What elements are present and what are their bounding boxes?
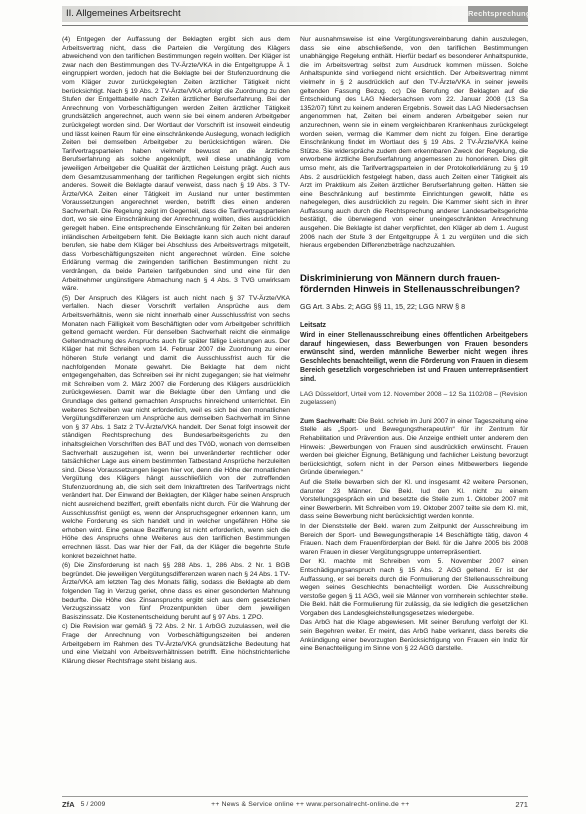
article-title-line: Diskriminierung von Männern durch frauen- [300,272,500,284]
section-title: II. Allgemeines Arbeitsrecht [62,6,468,22]
legal-norms: GG Art. 3 Abs. 2; AGG §§ 11, 15, 22; LGG NRW § 8 [300,301,466,311]
page-header [62,6,531,22]
court-citation: LAG Düsseldorf, Urteil vom 12. November 2008 – 12 Sa 1102/08 – (Revision zugelassen) [300,390,528,407]
article-title [300,273,528,296]
category-badge: Rechtsprechung [468,6,528,22]
page-footer [62,799,528,810]
left-column [62,36,290,794]
journal-name: ZfA [62,800,75,809]
footer-divider [62,796,528,797]
page-number: 271 [515,800,528,809]
sachverhalt-paragraph: In der Dienststelle der Bekl. waren zum Zeitpunkt der Ausschreibung im Bereich der Sport- und Bewegungstherapie 14 Beschäftigte tätig, davon 4 Frauen. Nach dem Frauenförderplan der Bekl. für die Jahre 2005 bis 2008 waren Frauen in dieser Vergütungsgruppe unterrepräsentiert. [300,522,528,556]
body-paragraph: c) Die Revision war gemäß § 72 Abs. 2 Nr. 1 ArbGG zuzulassen, weil die Frage der Anrechnung von Vorbeschäftigungszeiten bei anderen Arbeitgebern im Rahmen des TV-Ärzte/VKA grundsätzliche Bedeutung hat und eine Vielzahl von Arbeitsverhältnissen betrifft. Eine höchstrichterliche Klärung dieser Rechtsfrage steht bislang aus. [62,623,290,665]
sachverhalt-paragraph: Das ArbG hat die Klage abgewiesen. Mit seiner Berufung verfolgt der Kl. sein Begehren weiter. Er meint, das ArbG habe verkannt, dass bereits die Ankündigung einer bevorzugten Berücksichtigung von Frauen ein Indiz für eine Benachteiligung im Sinne von § 22 AGG darstelle. [300,619,528,653]
service-line: ++ News & Service online ++ www.personalrecht-online.de ++ [211,801,410,808]
sachverhalt-paragraph [300,418,528,478]
article-title-line: fördernden Hinweis in Stellenausschreibungen? [300,284,521,296]
sachverhalt-text: Die Bekl. schrieb im Juni 2007 in einer Tageszeitung eine Stelle als „Sport- und Bewegungstherapeut/in“ für ihr Zentrum für Rehabilitation und Prävention aus. Die Anzeige enthielt unter anderem den Hinweis: „Bewerbungen von Frauen sind ausdrücklich erwünscht. Frauen werden bei gleicher Eignung, Befähigung und fachlicher Leistung bevorzugt berücksichtigt, sofern nicht in der Person eines Mitbewerbers liegende Gründe überwiegen.“ [300,417,528,477]
body-paragraph: (6) Die Zinsforderung ist nach §§ 288 Abs. 1, 286 Abs. 2 Nr. 1 BGB begründet. Die jeweiligen Vergütungsdifferenzen waren nach § 24 Abs. 1 TV-Ärzte/VKA am letzten Tag des Monats fällig, sodass die Beklagte ab dem folgenden Tag in Verzug geriet, ohne dass es einer gesonderten Mahnung bedurfte. Die Höhe des Zinsanspruchs ergibt sich aus dem gesetzlichen Verzugszinssatz von fünf Prozentpunkten über dem jeweiligen Basiszinssatz. Die Kostenentscheidung beruht auf § 97 Abs. 1 ZPO. [62,562,290,621]
right-column [300,36,528,794]
body-paragraph: (4) Entgegen der Auffassung der Beklagten ergibt sich aus dem Arbeitsvertrag nicht, dass die Parteien die Vergütung des Klägers abweichend von den tariflichen Bestimmungen regeln wollten. Der Kläger ist zwar nach den Bestimmungen des TV-Ärzte/VKA in die Entgeltgruppe Ä 1 eingruppiert worden, jedoch hat die Beklagte bei der Stufenzuordnung die vom Kläger zuvor zurückgelegten Zeiten ärztlicher Tätigkeit nicht berücksichtigt. Nach § 19 Abs. 2 TV-Ärzte/VKA erfolgt die Zuordnung zu den Stufen der Entgelttabelle nach Zeiten ärztlicher Berufserfahrung. Bei der Anrechnung von Vorbeschäftigungen werden Zeiten ärztlicher Tätigkeit grundsätzlich angerechnet, auch wenn sie bei einem anderen Arbeitgeber zurückgelegt worden sind. Der Wortlaut der Vorschrift ist insoweit eindeutig und lässt keinen Raum für eine einschränkende Auslegung, wonach lediglich Zeiten bei demselben Arbeitgeber zu berücksichtigen wären. Die Tarifvertragsparteien haben vielmehr bewusst an die ärztliche Berufserfahrung als solche angeknüpft, weil diese unabhängig vom jeweiligen Arbeitgeber die Qualität der ärztlichen Leistung prägt. Auch aus dem Gesamtzusammenhang der tariflichen Regelungen ergibt sich nichts anderes. Soweit die Beklagte darauf verweist, dass nach § 19 Abs. 3 TV-Ärzte/VKA Zeiten einer Tätigkeit im Ausland nur unter bestimmten Voraussetzungen angerechnet werden, betrifft dies einen anderen Sachverhalt. Die Regelung zeigt im Gegenteil, dass die Tarifvertragsparteien dort, wo sie eine Einschränkung der Anrechnung wollten, dies ausdrücklich geregelt haben. Eine entsprechende Einschränkung für Zeiten bei anderen inländischen Arbeitgebern fehlt. Die Beklagte kann sich auch nicht darauf berufen, sie habe dem Kläger bei Abschluss des Arbeitsvertrags mitgeteilt, dass Vorbeschäftigungszeiten nicht angerechnet würden. Eine solche Erklärung vermag die zwingenden tariflichen Bestimmungen nicht zu verdrängen, da beide Parteien tarifgebunden sind und eine für den Arbeitnehmer ungünstigere Abmachung nach § 4 Abs. 3 TVG unwirksam wäre. [62,36,290,293]
sachverhalt-paragraph: Der Kl. machte mit Schreiben vom 5. November 2007 einen Entschädigungsanspruch nach § 15 Abs. 2 AGG geltend. Er ist der Auffassung, er sei bereits durch die Formulierung der Stellenausschreibung wegen seines Geschlechts benachteiligt worden. Die Ausschreibung verstoße gegen § 11 AGG, weil sie Männer von vornherein schlechter stelle. Die Bekl. hält die Formulierung für zulässig, da sie lediglich die gesetzlichen Vorgaben des Landesgleichstellungsgesetzes wiedergebe. [300,558,528,617]
leitsatz-text: Wird in einer Stellenausschreibung eines öffentlichen Arbeitgebers darauf hingewiesen, dass Bewerbungen von Frauen besonders erwünscht sind, werden männliche Bewerber nicht wegen ihres Geschlechts benachteiligt, wenn die Förderung von Frauen in diesem Bereich gesetzlich vorgeschrieben ist und Frauen unterrepräsentiert sind. [300,331,528,383]
sachverhalt-paragraph: Auf die Stelle bewarben sich der Kl. und insgesamt 42 weitere Personen, darunter 23 Männer. Die Bekl. lud den Kl. nicht zu einem Vorstellungsgespräch ein und besetzte die Stelle zum 1. Oktober 2007 mit einer Bewerberin. Mit Schreiben vom 19. Oktober 2007 teilte sie dem Kl. mit, dass seine Bewerbung nicht berücksichtigt werden konnte. [300,478,528,521]
leitsatz-label: Leitsatz [300,321,327,329]
journal-issue: 5 / 2009 [80,801,106,808]
header-divider [62,25,528,26]
body-paragraph: (5) Der Anspruch des Klägers ist auch nicht nach § 37 TV-Ärzte/VKA verfallen. Nach dieser Vorschrift verfallen Ansprüche aus dem Arbeitsverhältnis, wenn sie nicht innerhalb einer Ausschlussfrist von sechs Monaten nach Fälligkeit vom Beschäftigten oder vom Arbeitgeber schriftlich geltend gemacht werden. Für denselben Sachverhalt reicht die einmalige Geltendmachung des Anspruchs auch für später fällige Leistungen aus. Der Kläger hat mit Schreiben vom 14. Februar 2007 die Zuordnung zu einer höheren Stufe verlangt und damit die Ausschlussfrist auch für die nachfolgenden Monate gewahrt. Die Beklagte hat dem nicht entgegengehalten, das Schreiben sei ihr nicht zugegangen; sie hat vielmehr mit Schreiben vom 2. März 2007 die Forderung des Klägers ausdrücklich zurückgewiesen. Damit war die Beklagte über den Umfang und die Grundlage des geltend gemachten Anspruchs hinreichend unterrichtet. Ein weiteres Schreiben war nicht erforderlich, weil es sich bei den monatlichen Vergütungsdifferenzen um Ansprüche aus demselben Sachverhalt im Sinne von § 37 Abs. 1 Satz 2 TV-Ärzte/VKA handelt. Der Senat folgt insoweit der ständigen Rechtsprechung des Bundesarbeitsgerichts zu den inhaltsgleichen Vorschriften des BAT und des TVöD, wonach von demselben Sachverhalt auszugehen ist, wenn bei unveränderter rechtlicher oder tatsächlicher Lage aus einem bestimmten Tatbestand Ansprüche herzuleiten sind. Diese Voraussetzungen liegen hier vor, denn die Höhe der monatlichen Vergütung des Klägers hängt ausschließlich von der zutreffenden Stufenzuordnung ab, die sich seit dem Inkrafttreten des Tarifvertrags nicht verändert hat. Der Einwand der Beklagten, der Kläger habe seinen Anspruch nicht ausreichend beziffert, greift ebenfalls nicht durch. Für die Wahrung der Ausschlussfrist genügt es, wenn der Anspruchsgegner erkennen kann, um welche Forderung es sich handelt und in welcher ungefähren Höhe sie erhoben wird. Eine genaue Bezifferung ist nicht erforderlich, wenn sich die Höhe des Anspruchs ohne Weiteres aus den tariflichen Bestimmungen errechnen lässt. Das war hier der Fall, da der Kläger die begehrte Stufe konkret bezeichnet hatte. [62,294,290,560]
sachverhalt-label: Zum Sachverhalt: [300,417,357,425]
body-paragraph: Nur ausnahmsweise ist eine Vergütungsvereinbarung dahin auszulegen, dass sie eine abschließende, von den tariflichen Bestimmungen unabhängige Regelung enthält. Hierfür bedarf es besonderer Anhaltspunkte, die im Arbeitsvertrag selbst zum Ausdruck kommen müssen. Solche Anhaltspunkte sind vorliegend nicht ersichtlich. Der Arbeitsvertrag nimmt vielmehr in § 2 ausdrücklich auf den TV-Ärzte/VKA in seiner jeweils geltenden Fassung Bezug. cc) Die Berufung der Beklagten auf die Entscheidung des LAG Niedersachsen vom 22. Januar 2008 (13 Sa 1352/07) führt zu keinem anderen Ergebnis. Soweit das LAG Niedersachsen angenommen hat, Zeiten bei einem anderen Arbeitgeber seien nur anzurechnen, wenn sie in einem vergleichbaren Krankenhaus zurückgelegt worden seien, vermag die Kammer dem nicht zu folgen. Eine derartige Einschränkung findet im Wortlaut des § 19 Abs. 2 TV-Ärzte/VKA keine Stütze. Sie widerspräche zudem dem erkennbaren Zweck der Regelung, die erworbene ärztliche Berufserfahrung angemessen zu honorieren. Dies gilt umso mehr, als die Tarifvertragsparteien in der Protokollerklärung zu § 19 Abs. 2 ausdrücklich festgelegt haben, dass auch Zeiten einer Tätigkeit als Arzt im Praktikum als Zeiten ärztlicher Berufserfahrung gelten. Hätten sie eine Beschränkung auf bestimmte Einrichtungen gewollt, hätte es nahegelegen, dies ausdrücklich zu regeln. Die Kammer sieht sich in ihrer Auffassung auch durch die Rechtsprechung anderer Landesarbeitsgerichte bestätigt, die überwiegend von einer uneingeschränkten Anrechnung ausgehen. Die Beklagte ist daher verpflichtet, den Kläger ab dem 1. August 2006 nach der Stufe 3 der Entgeltgruppe Ä 1 zu vergüten und die sich hieraus ergebenden Differenzbeträge nachzuzahlen. [300,36,528,250]
